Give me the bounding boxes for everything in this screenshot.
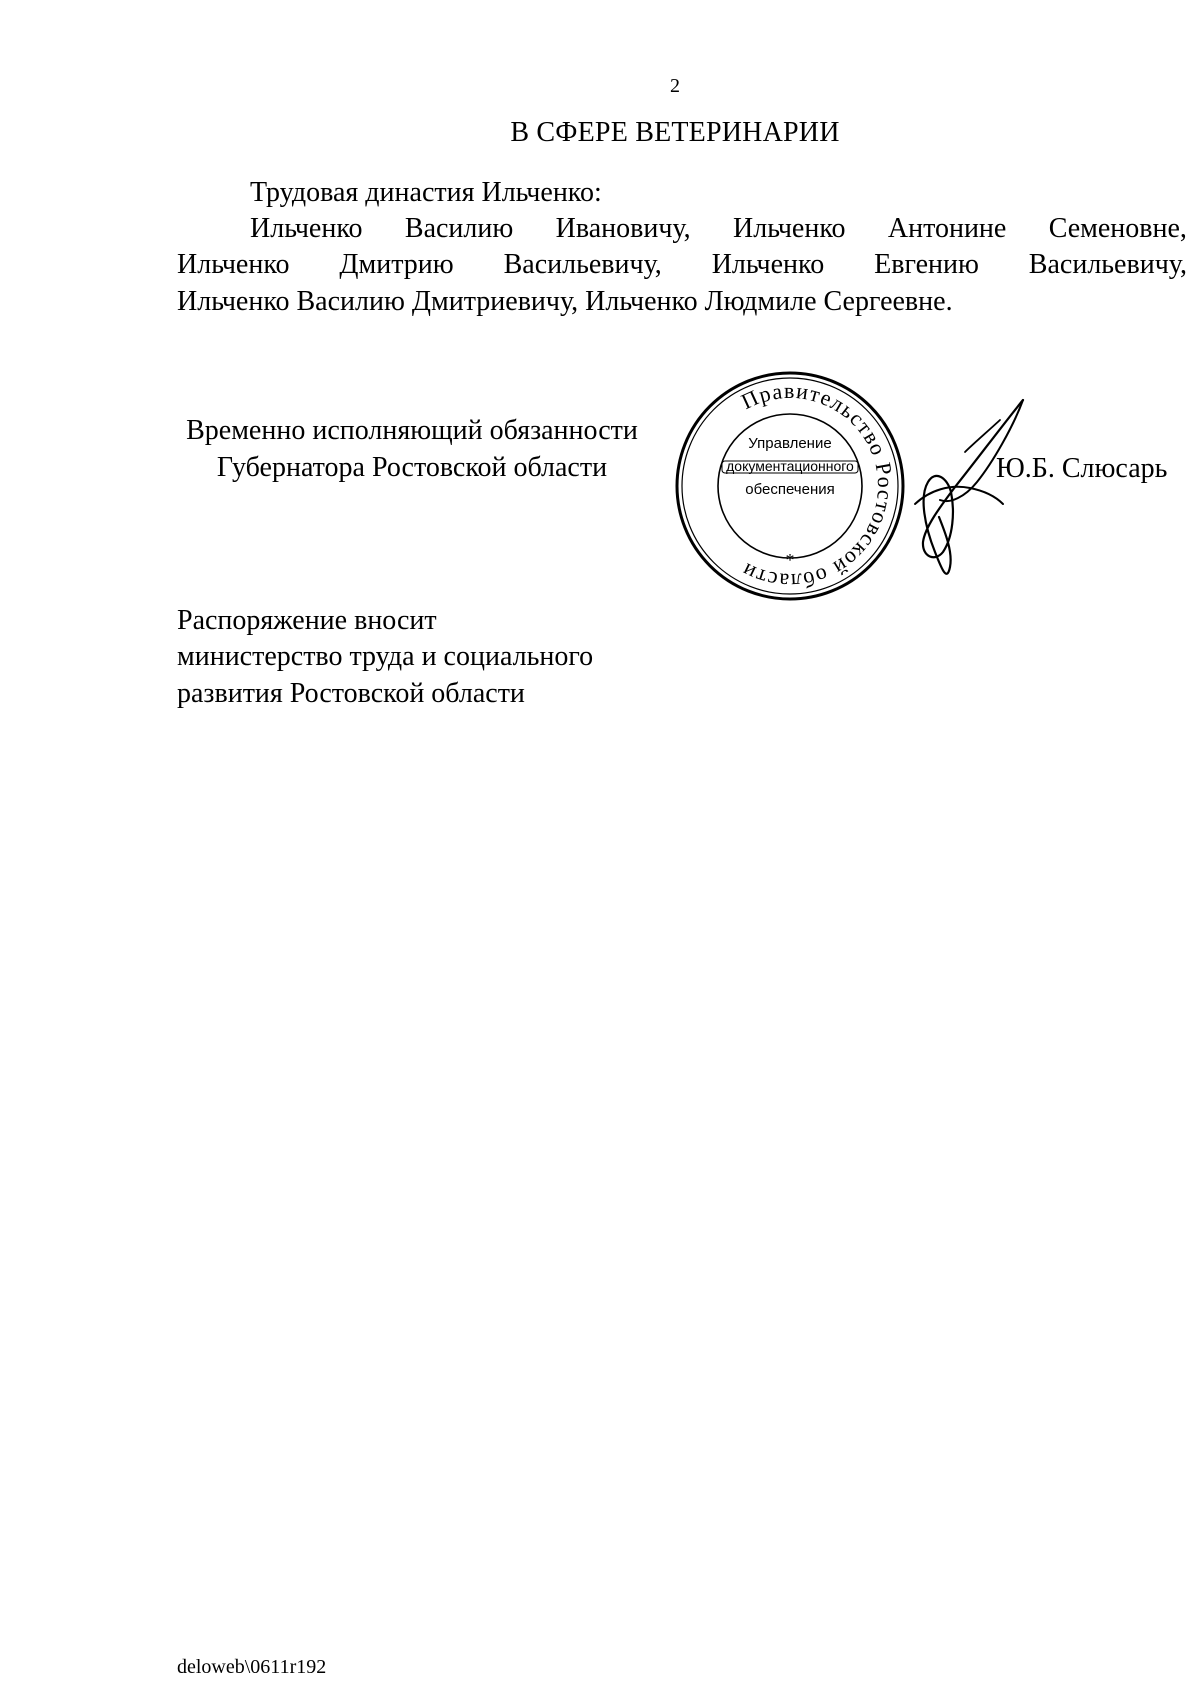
handwritten-signature	[895, 392, 1035, 592]
seal-center-line-2: документационного	[726, 458, 854, 474]
official-seal	[670, 366, 910, 606]
submitter-line-3: развития Ростовской области	[177, 678, 525, 709]
signer-title-line-2: Губернатора Ростовской области	[216, 452, 608, 483]
name-word: Васильевичу,	[503, 249, 662, 280]
seal-graphic	[670, 366, 910, 606]
seal-center-line-3: обеспечения	[745, 481, 835, 498]
dynasty-intro: Трудовая династия Ильченко:	[250, 177, 602, 208]
name-word: Ильченко	[711, 249, 825, 280]
section-heading: В СФЕРЕ ВЕТЕРИНАРИИ	[510, 117, 840, 148]
document-code: deloweb\0611r192	[177, 1656, 327, 1678]
seal-center-line-1: Управление	[748, 435, 832, 452]
names-line-3: Ильченко Василию Дмитриевичу, Ильченко Людмиле Сергеевне.	[177, 286, 953, 317]
names-line-1	[250, 213, 1187, 245]
name-word: Ильченко	[177, 249, 290, 280]
name-word: Антонине	[887, 213, 1007, 244]
seal-ring-text: Правительство Ростовской области	[736, 377, 899, 595]
name-word: Евгению	[874, 249, 979, 280]
signature-stroke-3	[915, 487, 1003, 504]
name-word: Ильченко	[733, 213, 846, 244]
seal-star-mark: *	[785, 550, 795, 570]
signature-graphic	[895, 392, 1035, 592]
name-word: Ильченко	[250, 213, 363, 244]
signer-title-line-1: Временно исполняющий обязанности	[186, 415, 638, 446]
signer-name: Ю.Б. Слюсарь	[996, 453, 1168, 484]
names-line-2	[177, 249, 1187, 281]
name-word: Семеновне,	[1048, 213, 1187, 244]
name-word: Василию	[404, 213, 514, 244]
submitter-line-2: министерство труда и социального	[177, 641, 594, 672]
name-word: Ивановичу,	[555, 213, 691, 244]
page-number: 2	[670, 75, 680, 97]
name-word: Васильевичу,	[1028, 249, 1187, 280]
submitter-line-1: Распоряжение вносит	[177, 605, 437, 636]
name-word: Дмитрию	[339, 249, 454, 280]
